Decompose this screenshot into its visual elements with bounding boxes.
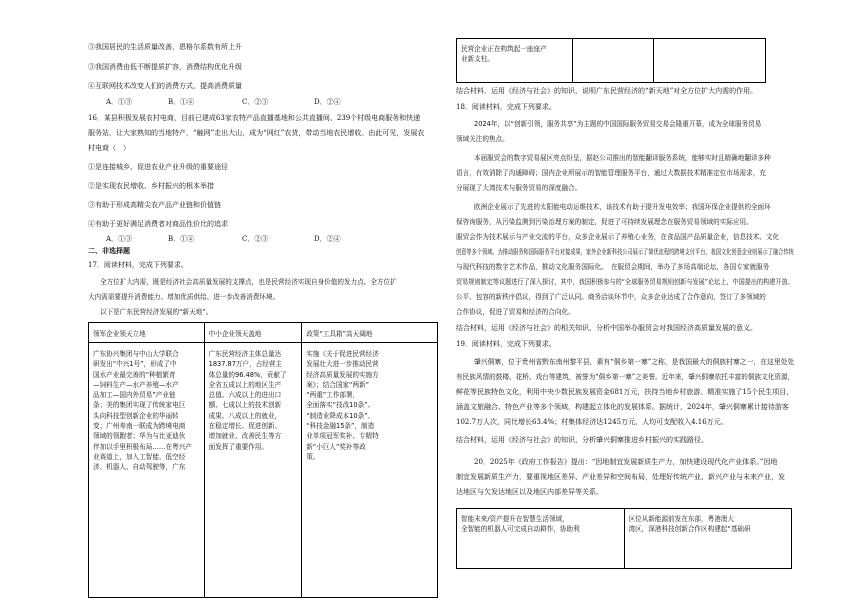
q15-option-b: B．①④ xyxy=(168,98,195,106)
q20-line-2: 制宜发展新质生产力，要重视地区差异、产业差异和空间布局，处理好传统产业、新兴产业与未来产业，发 xyxy=(456,473,785,481)
q20-table-cell-1: 智能未来/资产提升在智慧生活领域， 全智能的机器人可完成自动耕作，协助利 xyxy=(457,509,625,569)
q19-question: 结合材料，运用《经济与社会》的知识，分析肇兴侗寨推进乡村振兴的实践路径。 xyxy=(456,436,708,444)
q17-material-line-3: 以下是广东民营经济发展的“新天地”。 xyxy=(100,308,213,316)
continued-table xyxy=(456,38,766,83)
table-header-2: 中小企业领天盖地 xyxy=(204,323,302,343)
q18-line-1: 2024年，以“创新引领，服务共享”为主题的中国国际服务贸易交易会隆重开幕，成为全球服务贸易 xyxy=(474,120,762,128)
q18-line-4: 语言，有效消除了沟通障碍；国内企业所展示的智能管理服务平台，通过大数据技术精准定位市场需求，充 xyxy=(456,169,766,177)
q17-table xyxy=(88,322,438,598)
q17-stem: 17．阅读材料，完成下列要求。 xyxy=(88,261,188,269)
q18-line-2: 领域关注的焦点。 xyxy=(456,135,509,143)
q18-line-3: 本届服贸会的数字贸易展区亮点纷呈，据赵公司推出的智能翻译服务系统，能够实时且精确地翻译多种 xyxy=(474,154,771,162)
q20-table xyxy=(456,508,792,569)
q15-option-c: C．②③ xyxy=(242,98,269,106)
q16-option-b: B．①④ xyxy=(168,235,195,243)
table-header-1: 领军企业领天立地 xyxy=(89,323,205,343)
q15-option-a: A．①③ xyxy=(106,98,133,106)
q17-material-line-2: 大内需需要提升消费能力、增加优质供给、进一步改善消费环境。 xyxy=(88,293,280,301)
q18-line-7: 保咨询服务，从污染监测到污染治理方案的制定，促进了可持续发展理念在服务贸易领域的实际应用。 xyxy=(456,218,753,226)
section-title: 二、非选择题 xyxy=(88,247,130,255)
q18-stem: 18．阅读材料，完成下列要求。 xyxy=(456,103,556,111)
q17-material-line-1: 全方位扩大内需，既是经济社会高质量发展的支撑点，也是民营经济实现自身价值的发力点。全方位扩 xyxy=(100,278,397,286)
q16-item-3: ③有助于形成高精尖农产品产业链和价值链 xyxy=(88,201,221,209)
q19-line-4: 涵盖文旅融合、特色产业等多个领域，构建起立体化的发展体系。据统计，2024年，肇兴侗寨累计接待游客 xyxy=(456,403,789,411)
table-cell-sme: 广东民营经济主体总量达 1837.87万户，占经营主 体总量的96.48%，贡献了 全省五成以上的地区生产 总值、六成以上的进出口 额、七成以上的技术创新 成果、八成以上的就业， 在稳定增长、促进创新、 增加就业、改善民生等方 面发挥了重要作用。 xyxy=(204,343,302,598)
q16-option-c: C．②③ xyxy=(242,235,269,243)
q16-stem-line-2: 服务站，让大家熟知的当地特产，“触网”走出大山，成为“网红”农货，带动当地农民增收。由此可见，发展农 xyxy=(88,129,425,137)
q19-line-5: 102.7万人次，同比增长63.4%；村集体经济达1245万元，人均可支配收入4.16万元。 xyxy=(456,418,728,426)
q18-line-8: 服贸会作为技术展示与产业交流的平台，众多企业展示了养殖心业务，在食品国产品质量企业，信息技术、文化 xyxy=(456,233,780,241)
q15-item-4b: ④互联网技术改变人们的消费方式，提高消费质量 xyxy=(88,82,242,90)
q15-item-3: ③我国居民的生活质量改善，恩格尔系数有所上升 xyxy=(88,43,242,51)
continued-cell-1: 民营企业正在构筑起一座座产 业新支柱。 xyxy=(457,39,573,83)
continued-cell-2 xyxy=(572,39,654,83)
q18-line-10: 与现代科技的数字艺术作品，推动文化服务国际化。 在服贸会期间，举办了多场高端论坛，各国专家就服务 xyxy=(456,263,770,271)
q15-item-4a: ③我国消费由低不断提质扩容，消费结构优化升级 xyxy=(88,63,242,71)
q18-line-9: 创意等多个领域。为推动服务和国际服务平台对接成果，家外企业新科技公司展示了简优流程的跨境支付平台，我国文化创意企业则展示了融合传统 xyxy=(456,248,794,256)
q20-line-3: 达地区与欠发达地区以及地区内部差异等关系。 xyxy=(456,488,603,496)
q16-item-1: ①是连接城乡、促进农业产业升级的重要途径 xyxy=(88,163,228,171)
q16-option-a: A．①③ xyxy=(106,235,133,243)
table-cell-leaders: 广东协兴集团与中山大学联合 研发出“中兴1号”，形成了中 国水产业最完善的“种植繁育 —饲料生产—水产养殖—水产 品加工—国内外贸易”产业链 条；美的集团实现了传统家电巨 头向科技型创新企业的华丽转 变；广州寿南一联成为跨境电商 领域的领跑者；华为与比亚迪伙 伴加以手里积极布局……在粤兴产 业赛道上，加入工智能、低空经 济、机器人、自动驾驶等，广东 xyxy=(89,343,205,598)
continued-cell-3 xyxy=(654,39,766,83)
q18-line-13: 合作协议，促进了贸易和经济的合向化。 xyxy=(456,308,575,316)
q20-table-cell-2: 区位从新能源前发在东部，粤港澳大 湾区，深港科技创新合作区构建起“基础研 xyxy=(624,509,792,569)
q18-line-11: 贸易规则制定等议题进行了深入探讨，其中，我国积极参与的“全球服务贸易规则创新与发展”论坛上，中国提出的构建开放、 xyxy=(456,278,794,286)
q18-line-5: 分展现了大湾技术与服务贸易的深度融合。 xyxy=(456,184,582,192)
q18-question: 结合材料，运用《经济与社会》的相关知识，分析中国举办服贸会对我国经济高质量发展的意义。 xyxy=(456,324,757,332)
q15-option-d: D．②④ xyxy=(314,98,341,106)
q18-line-6: 欧洲企业展示了先进的太阳能电动运维技术，该技术有助于提升发电效率；我国环保企业提供的全面环 xyxy=(474,203,771,211)
q19-line-2: 有民族风情的鼓楼、花桥、戏台等建筑，被誉为“侗乡第一寨”之美誉。近年来，肇兴侗寨依托丰富的侗族文化资源， xyxy=(456,373,795,381)
q19-line-3: 鲜花等民族特色文化，利用中央少数民族发展资金681万元，扶持当地乡村旅游、精准实施了15个民生项目， xyxy=(456,388,794,396)
q18-line-12: 公平、包容的新秩序倡议，得到了广泛认同。商务洽谈环节中，众多企业达成了合作意向，签订了多领域的 xyxy=(456,293,766,301)
q16-stem-line-1: 16．某县积极发展农村电商，目前已建成63家农特产品直播基地和公共直播间、239个村级电商服务和快递 xyxy=(88,114,421,122)
table-cell-policy: 实施《关于促进民营经济 发展壮大进一步推动民营 经济高质量发展的实施方 案》；结合国家“两新” “两重”工作部署， 全面落实“技改10条”、 “制造业降成本10条”、 “科技金融15条”，制造 业单项冠军奖补、专精特 新“小巨人”奖补等政 策。 xyxy=(302,343,438,598)
q16-stem-line-3: 村电商（ ） xyxy=(88,144,130,152)
q16-option-d: D．②④ xyxy=(314,235,341,243)
q19-line-1: 肇兴侗寨，位于贵州省黔东南州黎平县，素有“侗乡第一寨”之称，是我国最大的侗族村寨之一，在这里处处 xyxy=(474,358,795,366)
q16-item-4: ④有助于更好满足消费者对商品性价比的追求 xyxy=(88,220,228,228)
q20-line-1: 20．2025年《政府工作报告》提出：“因地制宜发展新质生产力，加快建设现代化产业体系。”因地 xyxy=(474,458,778,466)
table-header-3: 政策“工具箱”高天阔地 xyxy=(302,323,438,343)
q16-item-2: ②是实现农民增收、乡村振兴的根本举措 xyxy=(88,182,214,190)
q17-question: 结合材料，运用《经济与社会》的知识，说明广东民营经济的“新天地”对全方位扩大内需的作用。 xyxy=(456,87,758,95)
q19-stem: 19．阅读材料，完成下列要求。 xyxy=(456,340,556,348)
